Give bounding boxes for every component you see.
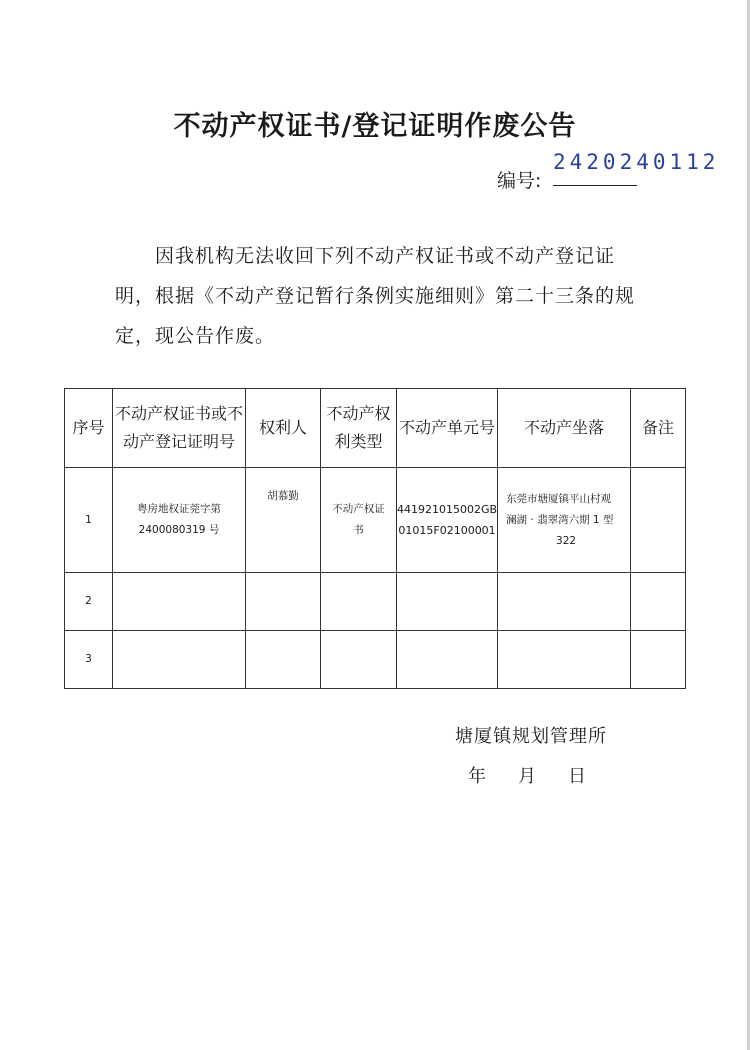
cell-line: 2400080319 号 [138,524,220,536]
header-type-line: 不动产权 [326,404,391,423]
cell-cert-number [113,573,246,631]
cell-location [498,468,631,573]
records-table [64,388,686,689]
cell-holder: 胡慕勤 [246,468,321,573]
cell-line: 粤房地权证莞字第 [137,503,221,515]
cell-index: 3 [65,631,113,689]
cell-line: 不动产权证 [332,503,385,515]
cell-line: 澜湖 · 翡翠湾六期 1 型 [506,513,614,526]
cell-index: 2 [65,573,113,631]
cell-line: 01015F02100001 [398,524,496,537]
cell-remark [631,573,686,631]
date-month: 月 [518,766,536,787]
cell-remark [631,631,686,689]
date-year: 年 [468,766,486,787]
cell-holder [246,573,321,631]
serial-underline [553,185,637,186]
cell-line: 441921015002GB [397,503,498,516]
header-cert-line: 不动产权证书或不 [114,404,243,423]
paragraph-line: 因我机构无法收回下列不动产权证书或不动产登记证 [155,245,616,267]
date-day: 日 [568,766,586,787]
cell-index: 1 [65,468,113,573]
document-title: 不动产权证书/登记证明作废公告 [173,111,577,142]
cell-unit-number [397,468,498,573]
header-unit-number: 不动产单元号 [397,389,498,468]
serial-label: 编号: [497,170,542,192]
cell-unit-number [397,631,498,689]
cell-cert-number [113,468,246,573]
cell-right-type [321,573,397,631]
cell-right-type [321,631,397,689]
table-row [65,631,686,689]
cell-cert-number [113,631,246,689]
cell-line: 东莞市塘厦镇平山村观 [506,492,612,505]
cell-holder [246,631,321,689]
notice-paragraph [115,236,645,356]
header-remark: 备注 [631,389,686,468]
cell-unit-number [397,573,498,631]
cell-right-type [321,468,397,573]
table-row [65,573,686,631]
table-row [65,468,686,573]
header-type-line: 利类型 [334,432,383,451]
header-holder: 权利人 [246,389,321,468]
header-cert-line: 动产登记证明号 [122,432,235,451]
cell-line: 书 [353,524,364,536]
header-location: 不动产坐落 [498,389,631,468]
paragraph-line: 定，现公告作废。 [115,325,276,347]
cell-location [498,573,631,631]
table-header-row [65,389,686,468]
header-cert-number [113,389,246,468]
cell-line: 322 [556,534,577,547]
cell-location [498,631,631,689]
issuing-organization: 塘厦镇规划管理所 [455,726,607,747]
header-right-type [321,389,397,468]
cell-remark [631,468,686,573]
paragraph-line: 明，根据《不动产登记暂行条例实施细则》第二十三条的规 [115,285,636,307]
header-index: 序号 [65,389,113,468]
date-line [468,762,586,788]
serial-number: 2420240112 [553,150,720,174]
